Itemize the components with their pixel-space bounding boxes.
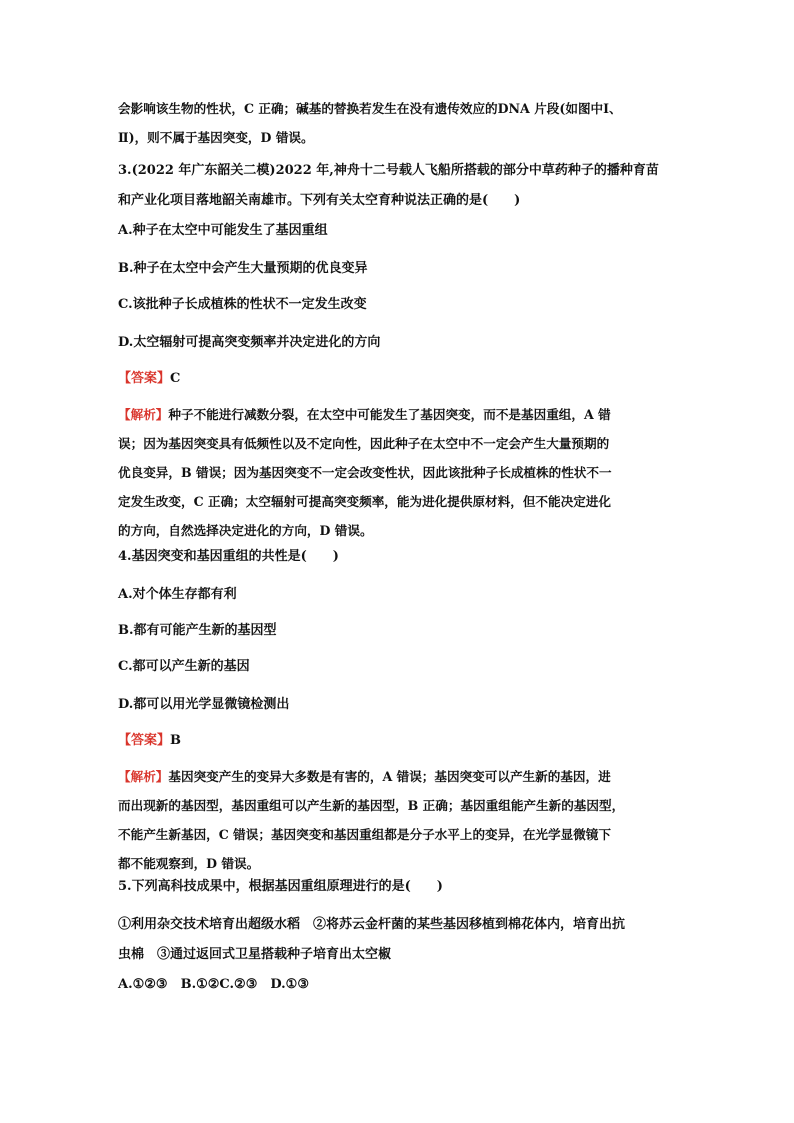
question-5-items-line-2: 虫棉 ③通过返回式卫星搭载种子培育出太空椒 <box>118 947 392 962</box>
continuation-line-2: Ⅱ)，则不属于基因突变，D 错误。 <box>118 130 314 145</box>
question-3-stem-line-1: 3.(2022 年广东韶关二模)2022 年,神舟十二号载人飞船所搭载的部分中草药种子的播种育苗 <box>118 163 659 178</box>
question-5-stem: 5.下列高科技成果中，根据基因重组原理进行的是( ) <box>118 879 443 894</box>
question-4-answer <box>118 726 682 756</box>
previous-analysis-continuation <box>118 94 682 152</box>
analysis-line-3: 优良变异，B 错误；因为基因突变不一定会改变性状，因此该批种子长成植株的性状不一 <box>118 465 612 480</box>
analysis-line-1: 【解析】基因突变产生的变异大多数是有害的，A 错误；基因突变可以产生新的基因，进 <box>118 769 611 784</box>
question-3-option-c: C.该批种子长成植株的性状不一定发生改变 <box>118 297 367 312</box>
answer-value: B <box>170 733 182 748</box>
question-5-items-line-1: ①利用杂交技术培育出超级水稻 ②将苏云金杆菌的某些基因移植到棉花体内，培育出抗 <box>118 917 626 932</box>
question-4-option-c: C.都可以产生新的基因 <box>118 659 250 674</box>
answer-value: C <box>170 371 181 386</box>
analysis-line-2: 误；因为基因突变具有低频性以及不定向性，因此种子在太空中不一定会产生大量预期的 <box>118 436 610 451</box>
answer-tag: 【答案】 <box>118 733 171 748</box>
analysis-line-1: 【解析】种子不能进行减数分裂，在太空中可能发生了基因突变，而不是基因重组，A 错 <box>118 407 611 422</box>
analysis-line-4: 都不能观察到，D 错误。 <box>118 856 260 871</box>
analysis-line-4: 定发生改变，C 正确；太空辐射可提高突变频率，能为进化提供原材料，但不能决定进化 <box>118 494 611 509</box>
question-3-option-b: B.种子在太空中会产生大量预期的优良变异 <box>118 261 368 276</box>
analysis-tag: 【解析】 <box>118 407 169 422</box>
continuation-line-1: 会影响该生物的性状，C 正确；碱基的替换若发生在没有遗传效应的DNA 片段(如图中Ⅰ、 <box>118 101 622 116</box>
question-4-analysis <box>118 762 682 878</box>
question-4-option-b: B.都有可能产生新的基因型 <box>118 623 277 638</box>
analysis-line-5: 的方向，自然选择决定进化的方向，D 错误。 <box>118 523 373 538</box>
question-5-options: A.①②③ B.①②C.②③ D.①③ <box>118 977 309 992</box>
answer-tag: 【答案】 <box>118 371 171 386</box>
question-3-answer <box>118 364 682 394</box>
analysis-tag: 【解析】 <box>118 769 169 784</box>
question-3-stem-line-2: 和产业化项目落地韶关南雄市。下列有关太空育种说法正确的是( ) <box>118 193 521 208</box>
analysis-line-3: 不能产生新基因，C 错误；基因突变和基因重组都是分子水平上的变异，在光学显微镜下 <box>118 827 611 842</box>
question-4-stem: 4.基因突变和基因重组的共性是( ) <box>118 549 339 564</box>
question-5-items <box>118 910 682 970</box>
question-4-option-a: A.对个体生存都有利 <box>118 587 237 602</box>
question-3-analysis <box>118 400 682 545</box>
question-3-option-d: D.太空辐射可提高突变频率并决定进化的方向 <box>118 335 381 350</box>
question-3-option-a: A.种子在太空中可能发生了基因重组 <box>118 223 328 238</box>
question-3-stem <box>118 156 682 216</box>
analysis-line-2: 而出现新的基因型，基因重组可以产生新的基因型，B 正确；基因重组能产生新的基因型， <box>118 798 625 813</box>
question-4-option-d: D.都可以用光学显微镜检测出 <box>118 697 290 712</box>
